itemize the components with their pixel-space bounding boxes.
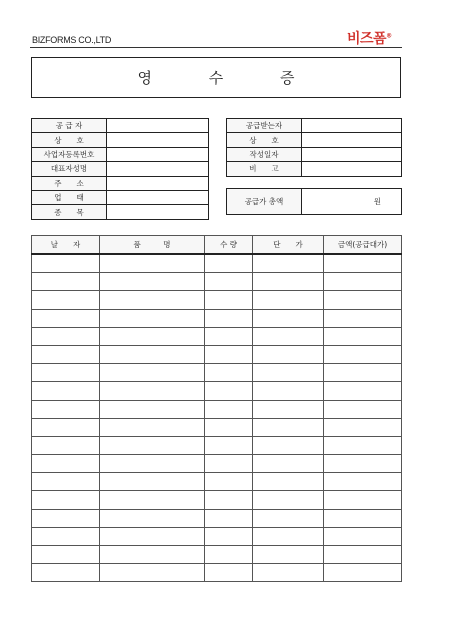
table-cell[interactable] [205,345,253,363]
table-cell[interactable] [100,527,205,545]
table-cell[interactable] [324,455,402,473]
supplier-field-label: 종 목 [32,205,107,219]
table-cell[interactable] [324,309,402,327]
supplier-field-value[interactable] [107,176,209,190]
table-cell[interactable] [100,473,205,491]
receiver-field-value[interactable] [302,162,402,176]
table-cell[interactable] [253,418,324,436]
table-cell[interactable] [32,345,100,363]
registered-mark: ® [386,32,392,40]
supplier-field-value[interactable] [107,205,209,219]
receiver-row [227,147,402,161]
title-box [31,57,401,98]
table-cell[interactable] [100,436,205,454]
total-value-cell[interactable] [302,189,402,215]
company-name: BIZFORMS CO.,LTD [32,35,112,45]
supplier-field-label: 사업자등록번호 [32,147,107,161]
table-cell[interactable] [253,509,324,527]
table-cell[interactable] [253,382,324,400]
table-cell[interactable] [205,436,253,454]
table-cell[interactable] [253,364,324,382]
table-cell[interactable] [253,491,324,509]
table-cell[interactable] [324,345,402,363]
table-cell[interactable] [100,345,205,363]
table-cell[interactable] [205,491,253,509]
table-cell[interactable] [324,291,402,309]
table-row [32,291,402,309]
table-cell[interactable] [253,436,324,454]
table-cell[interactable] [32,254,100,273]
table-cell[interactable] [100,364,205,382]
table-cell[interactable] [253,309,324,327]
table-cell[interactable] [324,509,402,527]
table-cell[interactable] [324,527,402,545]
table-cell[interactable] [324,418,402,436]
table-row [32,364,402,382]
supplier-row [32,162,209,176]
supplier-row [32,133,209,147]
table-row [32,436,402,454]
table-cell[interactable] [324,436,402,454]
table-cell[interactable] [100,291,205,309]
table-row [32,455,402,473]
table-row [32,527,402,545]
column-header: 수 량 [205,236,253,255]
table-cell[interactable] [32,436,100,454]
table-row [32,327,402,345]
table-row [32,546,402,564]
table-cell[interactable] [100,273,205,291]
receiver-field-label: 작성일자 [227,147,302,161]
table-cell[interactable] [253,527,324,545]
table-row [32,509,402,527]
receiver-field-value[interactable] [302,147,402,161]
table-cell[interactable] [205,254,253,273]
table-row [32,309,402,327]
table-row [32,473,402,491]
table-row [32,254,402,273]
table-cell[interactable] [32,327,100,345]
table-cell[interactable] [205,364,253,382]
table-cell[interactable] [324,546,402,564]
table-cell[interactable] [253,473,324,491]
table-row [32,273,402,291]
table-cell[interactable] [100,254,205,273]
table-cell[interactable] [324,564,402,582]
supplier-row [32,147,209,161]
supplier-row [32,205,209,219]
table-cell[interactable] [100,400,205,418]
table-cell[interactable] [32,291,100,309]
table-cell[interactable] [32,564,100,582]
table-cell[interactable] [205,291,253,309]
table-cell[interactable] [100,455,205,473]
table-cell[interactable] [324,400,402,418]
table-cell[interactable] [253,345,324,363]
table-row [32,491,402,509]
table-row [32,400,402,418]
receiver-row [227,133,402,147]
column-header: 날 자 [32,236,100,255]
supplier-row [32,119,209,133]
table-cell[interactable] [32,273,100,291]
supplier-field-value[interactable] [107,190,209,204]
table-cell[interactable] [324,491,402,509]
column-header: 품 명 [100,236,205,255]
table-cell[interactable] [205,418,253,436]
supplier-field-value[interactable] [107,119,209,133]
receiver-row [227,119,402,133]
table-cell[interactable] [205,564,253,582]
items-table [31,235,402,582]
table-row [32,564,402,582]
table-cell[interactable] [253,254,324,273]
table-cell[interactable] [32,418,100,436]
receiver-field-value[interactable] [302,119,402,133]
table-cell[interactable] [205,273,253,291]
table-cell[interactable] [324,382,402,400]
table-cell[interactable] [205,509,253,527]
table-cell[interactable] [100,546,205,564]
table-cell[interactable] [32,527,100,545]
table-cell[interactable] [100,491,205,509]
table-cell[interactable] [324,273,402,291]
table-cell[interactable] [324,364,402,382]
supplier-field-label: 상 호 [32,133,107,147]
table-cell[interactable] [205,546,253,564]
table-cell[interactable] [100,509,205,527]
table-cell[interactable] [32,382,100,400]
table-cell[interactable] [324,473,402,491]
table-cell[interactable] [205,327,253,345]
total-table [226,188,402,215]
table-cell[interactable] [253,564,324,582]
table-cell[interactable] [32,491,100,509]
table-cell[interactable] [32,509,100,527]
table-cell[interactable] [324,327,402,345]
table-cell[interactable] [32,546,100,564]
supplier-row [32,190,209,204]
table-cell[interactable] [100,309,205,327]
table-cell[interactable] [253,327,324,345]
table-cell[interactable] [32,473,100,491]
receiver-row [227,162,402,176]
supplier-field-label: 주 소 [32,176,107,190]
table-cell[interactable] [100,327,205,345]
header-divider [30,47,402,48]
table-cell[interactable] [32,309,100,327]
supplier-field-label: 업 태 [32,190,107,204]
supplier-table [31,118,209,220]
column-header: 금액(공급대가) [324,236,402,255]
receiver-field-label: 상 호 [227,133,302,147]
total-label: 공급가 총액 [227,189,302,215]
table-cell[interactable] [253,291,324,309]
table-cell[interactable] [205,473,253,491]
table-row [32,382,402,400]
receiver-field-value[interactable] [302,133,402,147]
receiver-table [226,118,402,177]
table-cell[interactable] [253,273,324,291]
table-cell[interactable] [324,254,402,273]
table-cell[interactable] [205,527,253,545]
table-cell[interactable] [32,455,100,473]
table-cell[interactable] [205,382,253,400]
supplier-field-label: 공 급 자 [32,119,107,133]
table-cell[interactable] [253,455,324,473]
column-header: 단 가 [253,236,324,255]
table-cell[interactable] [32,400,100,418]
table-cell[interactable] [253,400,324,418]
table-row [32,345,402,363]
table-row [32,418,402,436]
supplier-field-label: 대표자성명 [32,162,107,176]
supplier-row [32,176,209,190]
receiver-field-label: 공급받는자 [227,119,302,133]
table-cell[interactable] [32,364,100,382]
table-cell[interactable] [205,309,253,327]
receiver-field-label: 비 고 [227,162,302,176]
total-unit: 원 [373,197,381,206]
document-title: 영 수 증 [137,69,321,87]
table-cell[interactable] [100,418,205,436]
table-cell[interactable] [205,400,253,418]
table-cell[interactable] [100,382,205,400]
supplier-field-value[interactable] [107,147,209,161]
table-cell[interactable] [253,546,324,564]
logo-text: 비즈폼 [347,31,387,47]
table-cell[interactable] [100,564,205,582]
supplier-field-value[interactable] [107,133,209,147]
bizforms-logo [347,28,392,48]
supplier-field-value[interactable] [107,162,209,176]
table-cell[interactable] [205,455,253,473]
